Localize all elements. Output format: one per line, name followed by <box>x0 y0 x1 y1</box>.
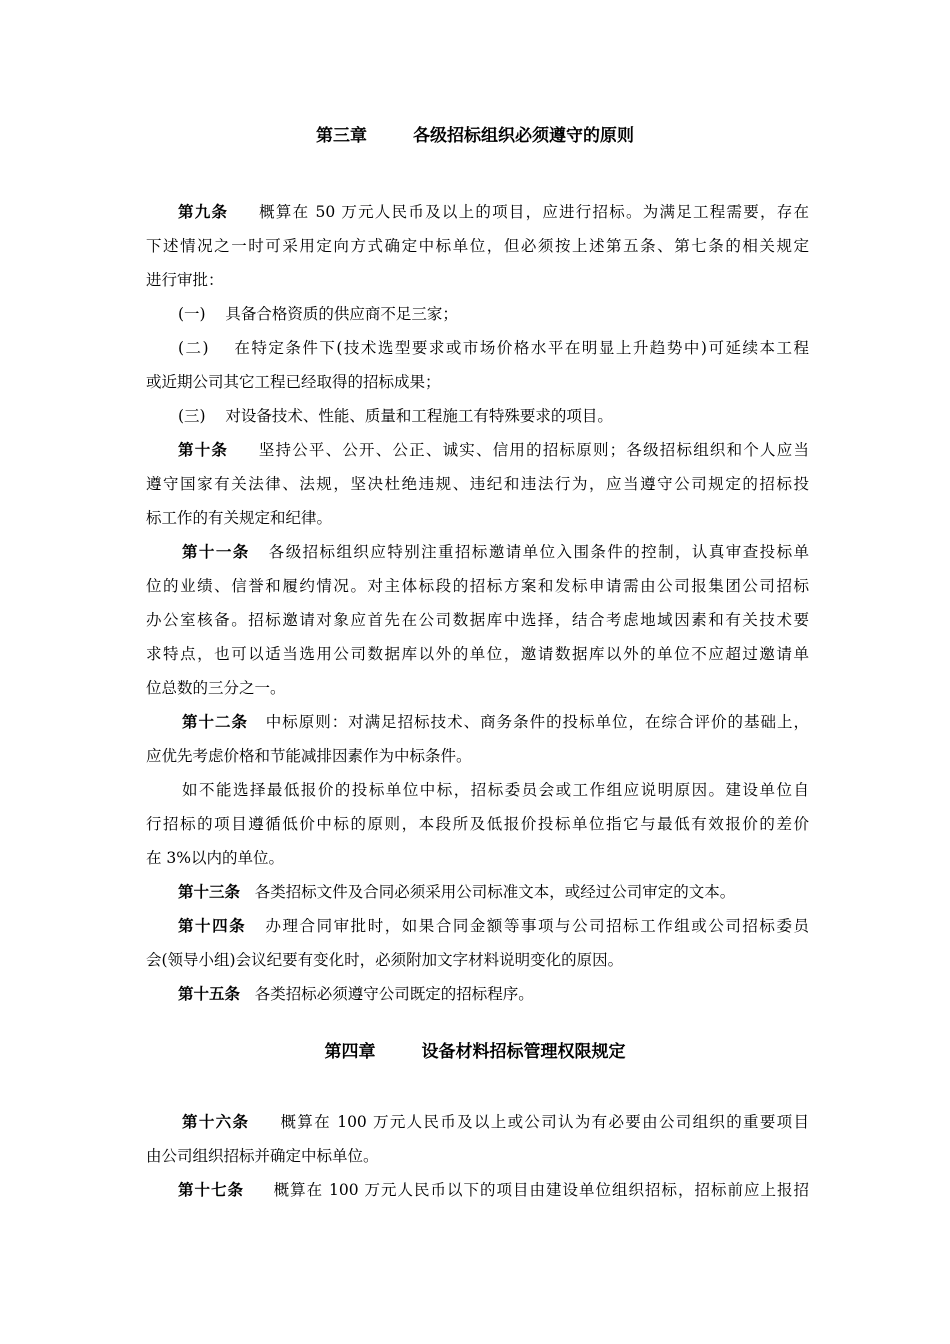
article-9-item-2-line-2: 或近期公司其它工程已经取得的招标成果； <box>146 373 441 391</box>
article-11-line-5: 位总数的三分之一。 <box>146 679 286 697</box>
article-9-item-2-line-1: (二) 在特定条件下(技术选型要求或市场价格水平在明显上升趋势中)可延续本工程 <box>178 339 809 357</box>
article-9-label: 第九条 <box>178 202 229 221</box>
article-11-label: 第十一条 <box>182 542 250 561</box>
article-17-line-1: 第十七条 概算在 100 万元人民币以下的项目由建设单位组织招标，招标前应上报招 <box>178 1180 809 1199</box>
article-12-para-2-line-2: 行招标的项目遵循低价中标的原则，本段所及低报价投标单位指它与最低有效报价的差价 <box>146 815 809 833</box>
article-14-line-2: 会(领导小组)会议纪要有变化时，必须附加文字材料说明变化的原因。 <box>146 951 624 969</box>
article-12-label: 第十二条 <box>182 712 248 731</box>
article-16-label: 第十六条 <box>182 1112 250 1131</box>
chapter-3-title: 各级招标组织必须遵守的原则 <box>413 126 634 146</box>
article-14-line-1: 第十四条 办理合同审批时，如果合同金额等事项与公司招标工作组或公司招标委员 <box>178 916 809 935</box>
chapter-3-number: 第三章 <box>316 126 367 146</box>
article-12-line-2: 应优先考虑价格和节能减排因素作为中标条件。 <box>146 747 472 765</box>
article-11-line-4: 求特点，也可以适当选用公司数据库以外的单位，邀请数据库以外的单位不应超过邀请单 <box>146 645 809 663</box>
article-12-para-2-line-1: 如不能选择最低报价的投标单位中标，招标委员会或工作组应说明原因。建设单位自 <box>182 781 809 799</box>
article-13-line-1: 第十三条 各类招标文件及合同必须采用公司标准文本，或经过公司审定的文本。 <box>178 882 736 901</box>
article-15-label: 第十五条 <box>178 984 241 1003</box>
article-9-item-3: (三) 对设备技术、性能、质量和工程施工有特殊要求的项目。 <box>178 407 613 425</box>
article-9-item-1: (一) 具备合格资质的供应商不足三家； <box>178 305 458 323</box>
article-9-line-2: 下述情况之一时可采用定向方式确定中标单位，但必须按上述第五条、第七条的相关规定 <box>146 237 809 255</box>
chapter-4-title: 设备材料招标管理权限规定 <box>421 1042 626 1062</box>
article-10-line-2: 遵守国家有关法律、法规，坚决杜绝违规、违纪和违法行为，应当遵守公司规定的招标投 <box>146 475 809 493</box>
article-12-line-1: 第十二条 中标原则：对满足招标技术、商务条件的投标单位，在综合评价的基础上， <box>182 712 809 731</box>
article-14-label: 第十四条 <box>178 916 247 935</box>
article-11-line-1: 第十一条 各级招标组织应特别注重招标邀请单位入围条件的控制，认真审查投标单 <box>182 542 809 561</box>
article-15-line-1: 第十五条 各类招标必须遵守公司既定的招标程序。 <box>178 984 534 1003</box>
article-16-line-1: 第十六条 概算在 100 万元人民币及以上或公司认为有必要由公司组织的重要项目 <box>182 1112 809 1131</box>
article-9-line-1: 第九条 概算在 50 万元人民币及以上的项目，应进行招标。为满足工程需要，存在 <box>178 202 809 221</box>
article-10-line-3: 标工作的有关规定和纪律。 <box>146 509 333 527</box>
article-12-para-2-line-3: 在 3%以内的单位。 <box>146 849 285 867</box>
article-13-label: 第十三条 <box>178 882 241 901</box>
article-11-line-2: 位的业绩、信誉和履约情况。对主体标段的招标方案和发标申请需由公司报集团公司招标 <box>146 577 809 595</box>
article-11-line-3: 办公室核备。招标邀请对象应首先在公司数据库中选择，结合考虑地域因素和有关技术要 <box>146 611 809 629</box>
article-17-label: 第十七条 <box>178 1180 244 1199</box>
chapter-4-number: 第四章 <box>324 1042 376 1062</box>
article-9-line-3: 进行审批： <box>146 271 224 289</box>
chapter-3-heading <box>0 125 950 147</box>
article-16-line-2: 由公司组织招标并确定中标单位。 <box>146 1147 379 1165</box>
article-10-label: 第十条 <box>178 440 229 459</box>
chapter-4-heading <box>0 1041 950 1063</box>
article-10-line-1: 第十条 坚持公平、公开、公正、诚实、信用的招标原则；各级招标组织和个人应当 <box>178 440 809 459</box>
